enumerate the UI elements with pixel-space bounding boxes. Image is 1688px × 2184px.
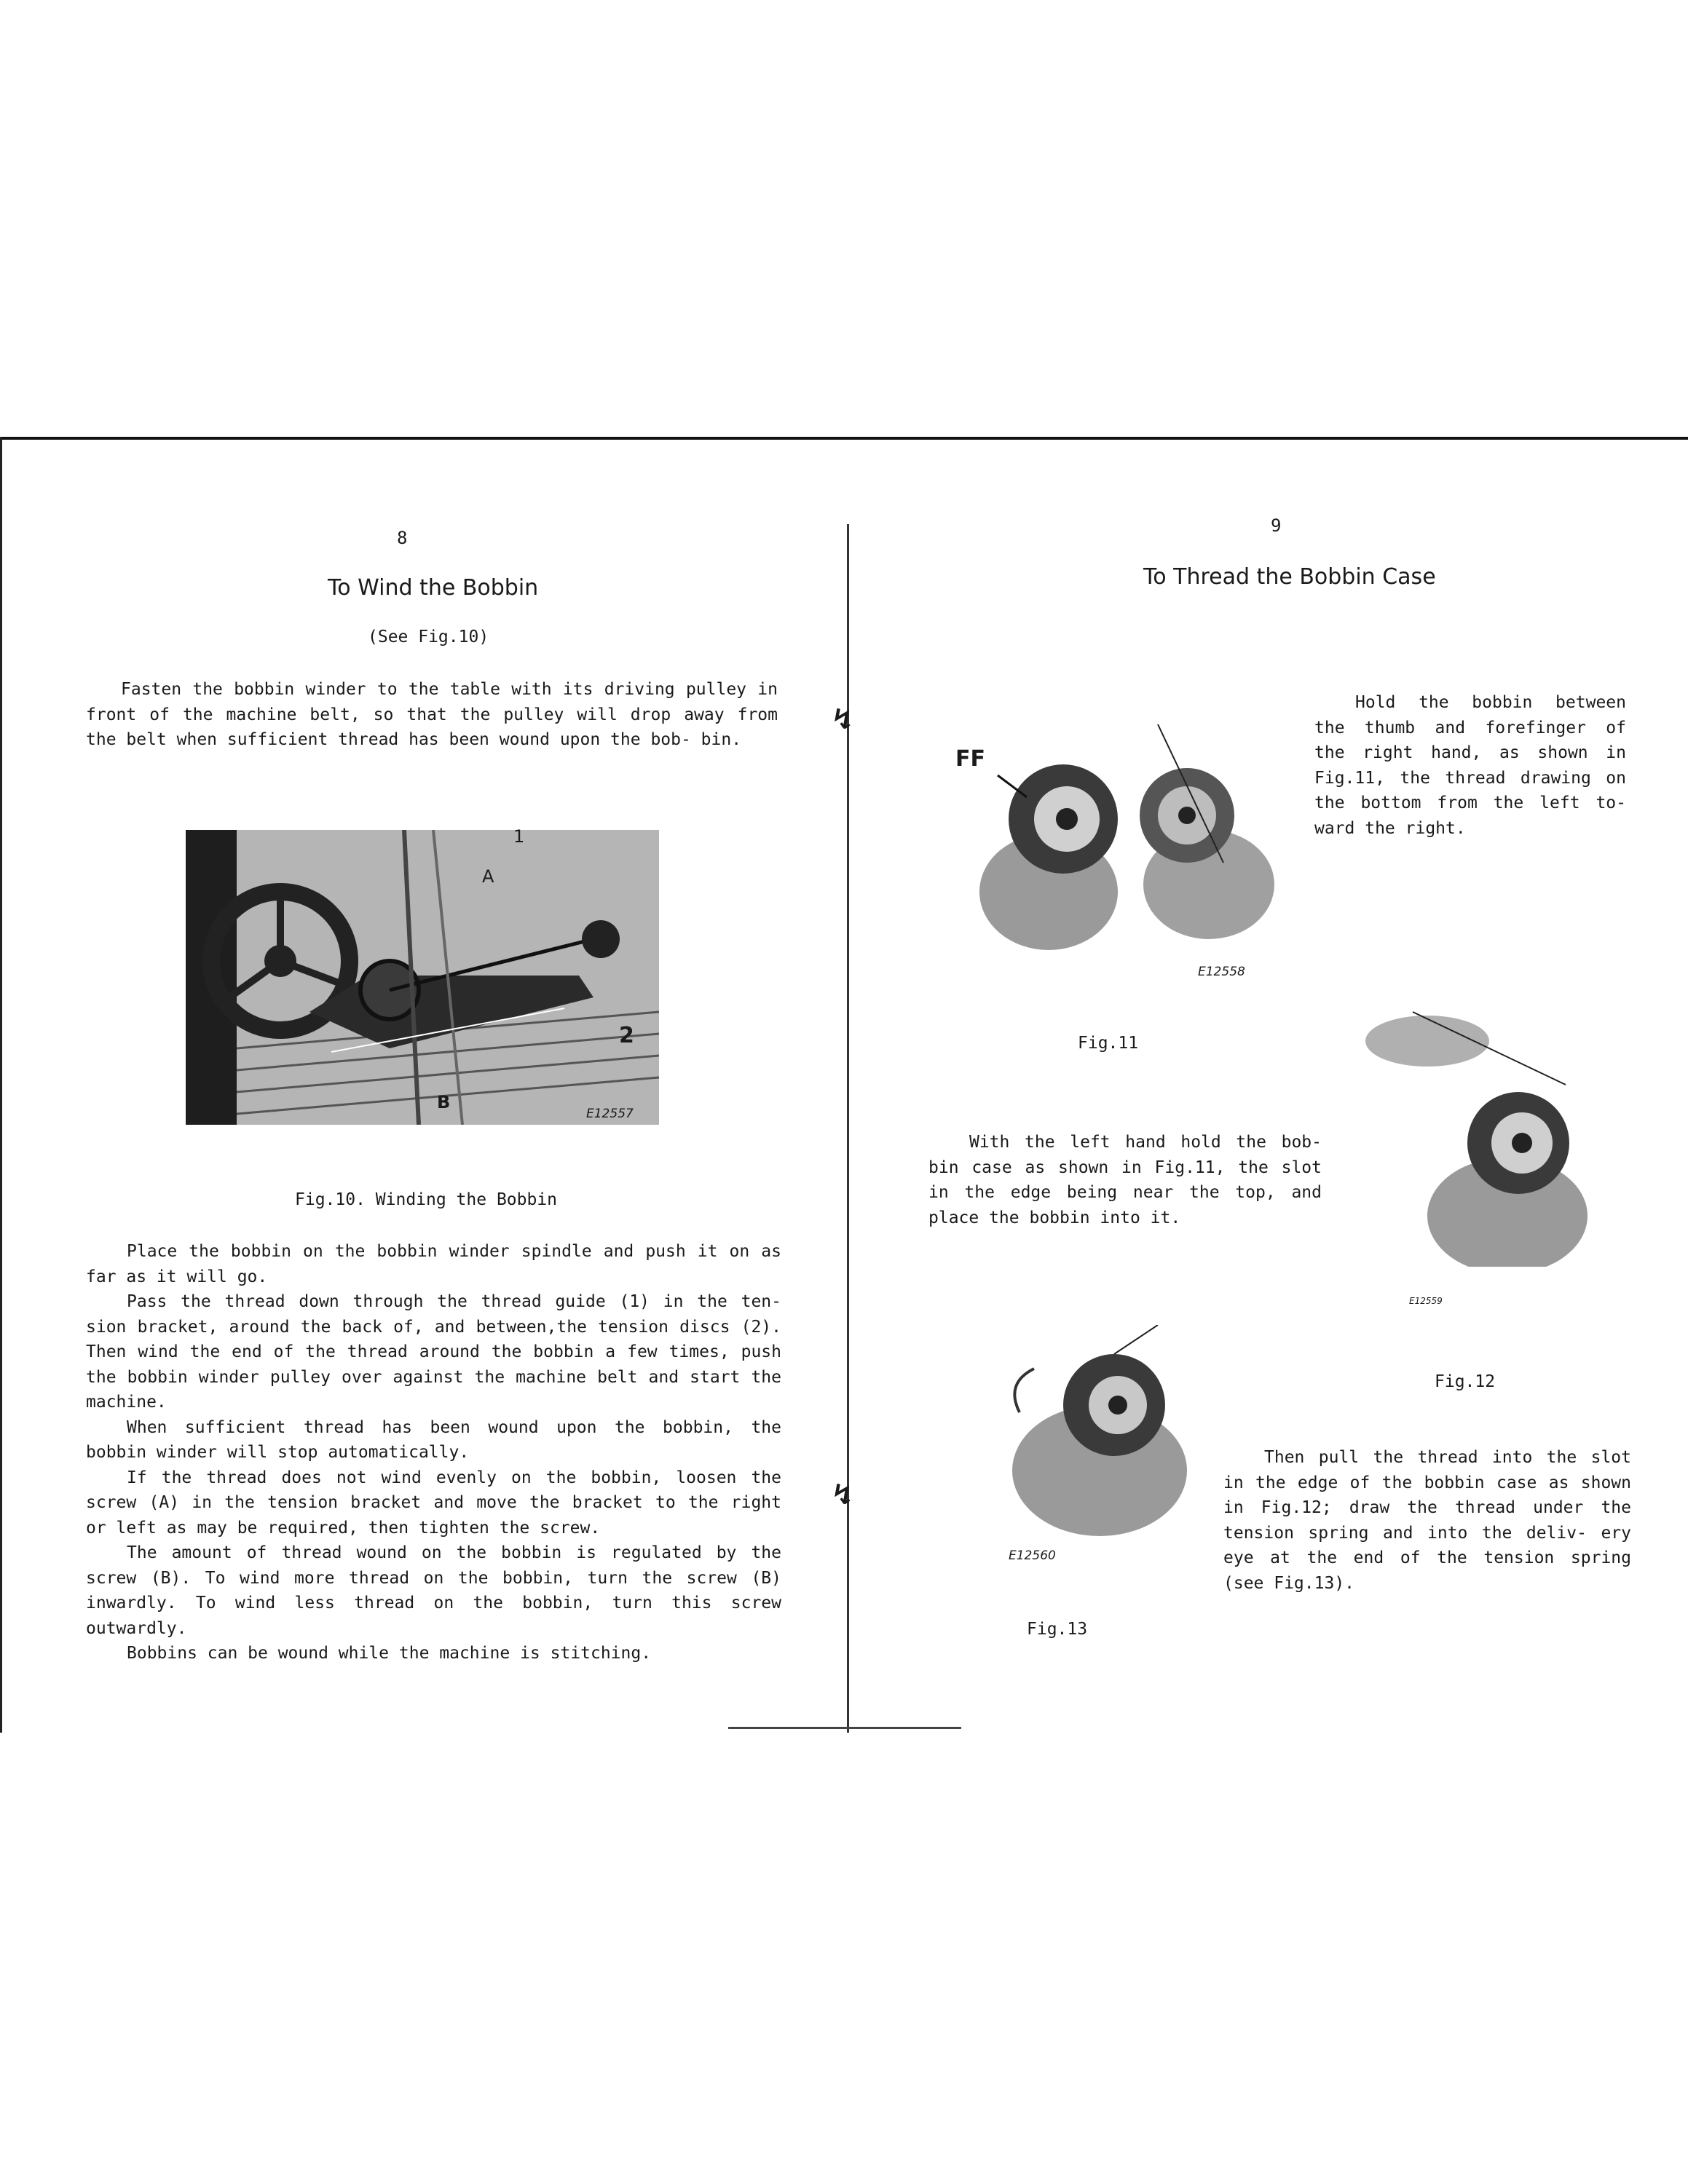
fig10-label-tension-discs: 2: [619, 1023, 634, 1048]
fig13-code: E12560: [1009, 1548, 1056, 1563]
fig10-label-thread-guide: 1: [513, 826, 525, 847]
fig12-illustration: [1362, 997, 1602, 1267]
fig11-label-ff: FF: [955, 746, 985, 772]
fig11-caption: Fig.11: [1078, 1034, 1139, 1053]
page-title-left: To Wind the Bobbin: [328, 575, 539, 601]
para-pass-thread: Pass the thread down through the thread guide (1) in the ten- sion bracket, around the back of, and between,the tension discs (2). Then wind the end of the thread around the bobbin a few times, push the bobbin winder pulley over against the machine belt and start the machine.: [86, 1292, 781, 1412]
fig10-illustration: [186, 830, 659, 1125]
fig10-caption: Fig.10. Winding the Bobbin: [295, 1190, 558, 1209]
fig12-caption: Fig.12: [1435, 1372, 1496, 1391]
para-place-bobbin: Place the bobbin on the bobbin winder spindle and push it on as far as it will go.: [86, 1242, 781, 1286]
fig13-caption: Fig.13: [1027, 1620, 1088, 1639]
fig10-label-screw-b: B: [437, 1092, 451, 1112]
page-title-right: To Thread the Bobbin Case: [1143, 564, 1436, 590]
subtitle-see-fig: (See Fig.10): [368, 628, 489, 646]
spread-top-edge: [0, 437, 1688, 440]
intro-paragraph: Fasten the bobbin winder to the table with its driving pulley in front of the machine belt, so that the pulley will drop away from the belt when sufficient thread has been wound upon the bob- bin.: [86, 680, 778, 749]
para-stop-automatically: When sufficient thread has been wound upon the bobbin, the bobbin winder will stop automatically.: [86, 1417, 781, 1462]
page-number-right: 9: [1271, 515, 1282, 536]
page-number-left: 8: [397, 528, 408, 548]
fig11-code: E12558: [1198, 965, 1245, 979]
right-hand-fingers: [1365, 1016, 1489, 1067]
binding-mark: ↯: [834, 703, 852, 736]
para-amount-regulated: The amount of thread wound on the bobbin is regulated by the screw (B). To wind more thread on the bobbin, turn the screw (B) inwardly. To wind less thread on the bobbin, turn this screw outwardly.: [86, 1543, 781, 1638]
binding-mark: ↯: [834, 1478, 852, 1511]
para-wind-while-stitching: Bobbins can be wound while the machine is stitching.: [127, 1644, 652, 1663]
instructions-body: [86, 1239, 781, 1666]
fig12-code: E12559: [1409, 1296, 1443, 1306]
tension-disc: [582, 920, 620, 958]
fig10-code: E12557: [586, 1107, 634, 1121]
spread-left-edge: [0, 437, 2, 1733]
para-left-hand: With the left hand hold the bob- bin case as shown in Fig.11, the slot in the edge being near the top, and place the bobbin into it.: [928, 1133, 1322, 1227]
para-pull-thread: Then pull the thread into the slot in the edge of the bobbin case as shown in Fig.12; draw the thread under the tension spring and into the deliv- ery eye at the end of the tension spring (see Fig.13).: [1223, 1448, 1631, 1593]
scan-smudge: [728, 1727, 961, 1729]
para-wind-evenly: If the thread does not wind evenly on the bobbin, loosen the screw (A) in the tension bracket and move the bracket to the right or left as may be required, then tighten the screw.: [86, 1468, 781, 1538]
fig13-illustration: [990, 1325, 1209, 1543]
fig11-illustration: [969, 717, 1274, 957]
para-hold-bobbin: Hold the bobbin between the thumb and forefinger of the right hand, as shown in Fig.11, the thread drawing on the bottom from the left to- ward the right.: [1314, 693, 1626, 838]
fig10-label-screw-a: A: [482, 866, 494, 887]
